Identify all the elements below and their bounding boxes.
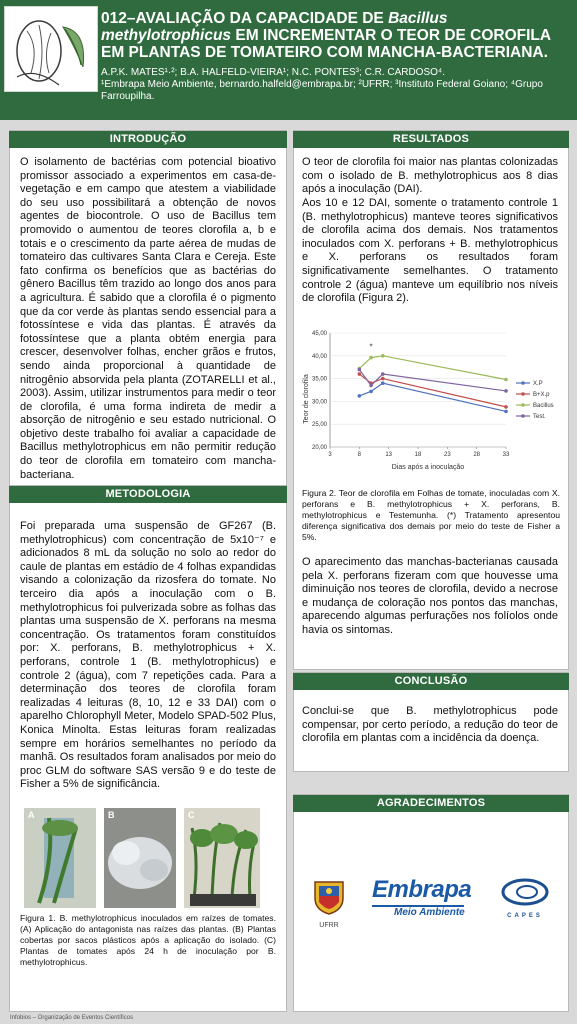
chart-xtick-label: 33 [502, 452, 510, 458]
figure-1-caption: Figura 1. B. methylotrophicus inoculados em raízes de tomates. (A) Aplicação do antagonista nas raízes das plantas. (B) Plantas cobertas por sacos plásticos após a aplicação do isolado. (C) Plantas de tomates após 24 h de inoculação por B. methylotrophicus. [20, 913, 276, 967]
results-text-2: Aos 10 e 12 DAI, somente o tratamento controle 1 (B. methylotrophicus) manteve teores significativos de clorofila acima dos demais. Nos tratamentos inoculados com X. perforans + B. methylotrophicus e X. perforans os resultados foram significativamente semelhantes. O tratamento controle 2 (água) manteve um equilíbrio nos níveis de clorofila (Figura 2). [302, 197, 558, 305]
conclusion-text: Conclui-se que B. methylotrophicus pode compensar, por certo período, a redução do teor de clorofila em plantas com a incidência da doença. [302, 705, 558, 745]
photo-label-c: C [188, 810, 195, 820]
embrapa-logo [372, 876, 472, 926]
chart-point [358, 372, 362, 376]
chart-point [504, 410, 508, 414]
figure-2-caption: Figura 2. Teor de clorofila em Folhas de tomate, inoculadas com X. perforans e B. methylotrophicus + X. perforans, B. methylotrophicus e Testemunha. (*) Tratamento apresentou diferença significativa dos demais por meio do teste de Fisher a 5%. [302, 488, 560, 542]
chart-ytick-label: 20,00 [311, 445, 327, 451]
leaf-drawing-icon [5, 7, 97, 91]
chart-series-line [359, 369, 506, 390]
chart-legend-label: Bacillus [533, 403, 554, 409]
chart-xtick-label: 8 [357, 452, 362, 458]
chart-point [381, 372, 385, 376]
poster-title: 012–AVALIAÇÃO DA CAPACIDADE DE Bacillus methylotrophicus EM INCREMENTAR O TEOR DE COROFILA EM PLANTAS DE TOMATEIRO COM MANCHA-BACTERIANA. [101, 10, 551, 61]
chart-ylabel: Teor de clorofila [303, 374, 310, 424]
chart-point [369, 384, 373, 388]
chart-ytick-label: 35,00 [311, 376, 327, 383]
chart-xlabel: Dias após a inoculação [391, 464, 465, 471]
ufrr-label: UFRR [319, 922, 339, 929]
chart-point [504, 405, 508, 409]
figure-1-photos [24, 808, 260, 908]
chart-xtick-label: 18 [414, 452, 422, 458]
chart-ytick-label: 30,00 [311, 399, 327, 406]
chart-legend-marker [521, 381, 525, 385]
affiliations: ¹Embrapa Meio Ambiente, bernardo.halfeld@embrapa.br; ²UFRR; ³Instituto Federal Goiano; ⁴Grupo Farroupilha. [101, 79, 543, 102]
footer: Infobios – Organização de Eventos Científicos [10, 1015, 134, 1021]
chlorophyll-chart [300, 325, 560, 475]
chart-legend-label: X.P [533, 381, 543, 387]
chart-legend-label: B+X.p [533, 392, 550, 398]
capes-label: CAPES [507, 913, 543, 919]
embrapa-subtitle: Meio Ambiente [394, 907, 465, 918]
photo-label-a: A [28, 810, 35, 820]
chart-point [369, 390, 373, 394]
chart-point [358, 368, 362, 372]
chart-point [369, 356, 373, 360]
chart-point [504, 389, 508, 393]
chart-ytick-label: 40,00 [311, 353, 327, 360]
chart-point [381, 381, 385, 385]
capes-logo [494, 876, 556, 922]
chart-legend-marker [521, 414, 525, 418]
ufrr-logo [304, 876, 354, 936]
event-logo [4, 6, 98, 92]
authors-block [101, 67, 571, 103]
chart-ytick-label: 25,00 [311, 422, 327, 429]
embrapa-wordmark: Embrapa [372, 876, 472, 903]
capes-swoosh-icon [500, 876, 550, 908]
method-text: Foi preparada uma suspensão de GF267 (B. methylotrophicus) com concentração de 5x10⁻⁷ e adicionados 8 mL da solução no solo ao redor do caule de plantas em estádio de 4 folhas expandidas visando a colonização da rizosfera do tomate. No terceiro dia após a inoculação com o B. methylotrophicus foi pulverizada sobre as folhas das plantas uma suspensão de X. perforans na mesma concentração. Os tratamentos foram constituídos por: X. perforans, B. methylotrophicus + X. perforans, controle 1 (B. methylotrophicus) e controle 2 (água), com 7 repetições cada. Para a determinação dos teores de clorofila foram realizadas 4 leituras (8, 10, 12 e 33 DAI) com o aparelho Chlorophyll Meter, Modelo SPAD-502 Plus, Konica Minolta. Estas leituras foram realizadas sempre em horários semelhantes no período da manhã. Os resultados foram analisados por meio do proc GLM do software SAS versão 9 e do teste de Fisher a 5% de significância. [20, 520, 276, 791]
results-text-3: O aparecimento das manchas-bacterianas causada pela X. perforans fizeram com que houvesse uma diminuição nos teores de clorofila, devido a necrose e mudança de coloração nos pontos das manchas, aparecendo algumas perfurações nos folíolos onde havia os sintomas. [302, 556, 558, 636]
chart-point [381, 354, 385, 358]
chart-ytick-label: 45,00 [311, 331, 327, 337]
chart-point [504, 378, 508, 382]
chart-legend-marker [521, 392, 525, 396]
chart-xtick-label: 13 [385, 452, 393, 458]
method-heading: METODOLOGIA [9, 486, 287, 503]
chart-xtick-label: 3 [328, 452, 332, 458]
intro-heading: INTRODUÇÃO [9, 131, 287, 148]
intro-text: O isolamento de bactérias com potencial bioativo promissor associado a experimentos em casa-de-vegetação e em campo que atestem a viabilidade do seu uso possibilitará a obtenção de novos agentes de biocontrole. O uso de Bacillus tem promovido o aumentou de teores clorofila a, b e totais e o crescimento da parte aérea de mudas de tomateiro das cultivares Santa Clara e Cereja. Este fato confirma os benefícios que as bactérias do gênero Bacillus têm trazido ao longo dos anos para a agricultura. É sabido que a clorofila é o pigmento que da cor verde às plantas sendo essencial para a fotossíntese e vida das plantas. É através da fotossíntese que a planta obtém energia para crescer, desenvolver folhas, encher grãos e frutos, sendo ainda proporcional à quantidade de nitrogênio absorvida pela planta (ZOTARELLI et al., 2003). Assim, utilizar instrumentos para medir o teor de clorofila, é uma forma indireta de medir a absorção de nitrogênio e seu estado nutricional. O objetivo deste trabalho foi avaliar a capacidade de Bacillus methylotrophicus em não permitir redução do teor de clorofila em tomateiro com mancha-bacteriana. [20, 156, 276, 481]
chart-xtick-label: 23 [443, 452, 451, 458]
photo-label-b: B [108, 810, 115, 820]
authors: A.P.K. MATES¹·²; B.A. HALFELD-VIEIRA¹; N.C. PONTES³; C.R. CARDOSO⁴. [101, 67, 445, 78]
chart-point [358, 394, 362, 398]
conclusion-heading: CONCLUSÃO [293, 673, 569, 690]
chart-xtick-label: 28 [473, 452, 481, 458]
chart-point [381, 377, 385, 381]
chart-legend-marker [521, 403, 525, 407]
chart-legend-label: Test. [533, 414, 546, 420]
results-text-1: O teor de clorofila foi maior nas plantas colonizadas com o isolado de B. methylotrophicus aos 8 dias após a inoculação (DAI). [302, 156, 558, 196]
poster-header [0, 0, 577, 120]
results-heading: RESULTADOS [293, 131, 569, 148]
chart-annotation: * [369, 342, 373, 352]
thanks-heading: AGRADECIMENTOS [293, 795, 569, 812]
ufrr-crest-icon [309, 876, 349, 916]
